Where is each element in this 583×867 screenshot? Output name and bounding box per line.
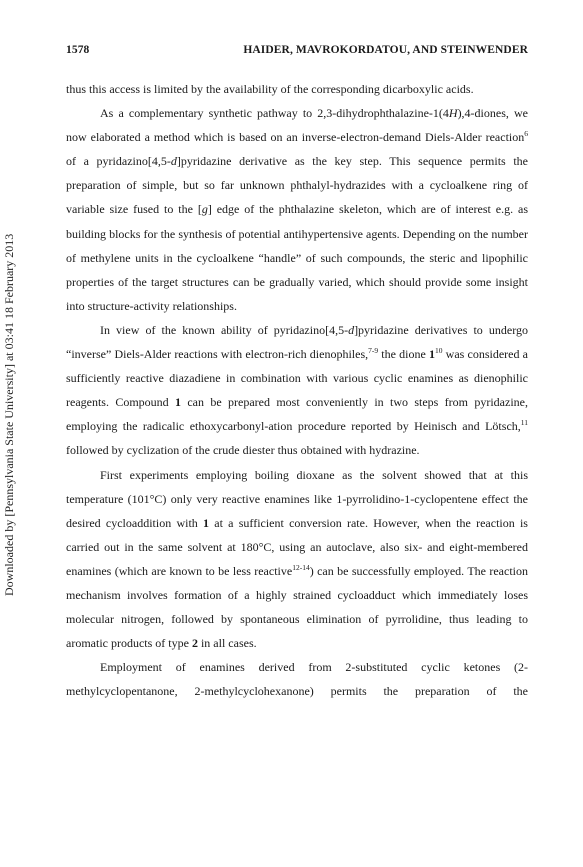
text-run: As a complementary synthetic pathway to 2,3-dihydrophthalazine-1(4 xyxy=(100,106,449,121)
text-run: ]pyridazine derivative as the key step. This sequence permits the preparation of simple, but so far unknown phthalyl-hydrazides with a cycloalkene ring of variable size fused to the [ xyxy=(66,154,528,217)
page-number: 1578 xyxy=(66,44,90,56)
reference-superscript: 11 xyxy=(520,418,528,428)
text-run: in all cases. xyxy=(197,636,257,651)
reference-superscript: 7-9 xyxy=(368,346,379,356)
italic-text: g xyxy=(201,202,208,217)
text-run: at a sufficient conversion rate. However, when the reaction is carried out in the same solvent at 180°C, using an autoclave, also six- and eight-membered enamines (which are known to be less reactive xyxy=(66,515,528,578)
text-run: can be prepared most conveniently in two steps from pyridazine, employing the radicalic ethoxycarbonyl-ation procedure reported by Heinisch and Lötsch, xyxy=(66,395,528,434)
text-run: ]pyridazine derivatives to undergo “inverse” Diels-Alder reactions with electron-rich dienophiles, xyxy=(66,322,528,362)
italic-text: d xyxy=(170,154,177,169)
text-run: the dione xyxy=(378,347,429,362)
paragraph xyxy=(66,463,528,656)
compound-number: 1 xyxy=(175,395,181,410)
reference-superscript: 12-14 xyxy=(292,562,310,572)
compound-number: 1 xyxy=(429,347,435,362)
reference-superscript: 6 xyxy=(524,129,528,139)
paragraph xyxy=(66,101,528,318)
italic-text: d xyxy=(348,322,355,337)
running-title: HAIDER, MAVROKORDATOU, AND STEINWENDER xyxy=(243,44,528,56)
compound-number: 1 xyxy=(203,515,210,530)
text-run: First experiments employing boiling dioxane as the solvent showed that at this temperature (101°C) only very reactive enamines like 1-pyrrolidino-1-cyclopentene effect the desired cycloaddition with xyxy=(66,467,528,530)
compound-number: 2 xyxy=(191,636,198,651)
text-run: ),4-diones, we now elaborated a method which is based on an inverse-electron-demand Diels-Alder reaction xyxy=(66,106,528,145)
text-run: ] edge of the phthalazine skeleton, which are of interest e.g. as building blocks for the synthesis of potential antihypertensive agents. Depending on the number of methylene units in the cycloalkene “handle” of such compounds, the steric and lipophilic properties of the target structures can be gradually varied, which should provide some insight into structure-activity relationships. xyxy=(66,202,528,313)
paragraph xyxy=(66,77,528,101)
text-run: In view of the known ability of pyridazino[4,5- xyxy=(100,322,349,337)
text-run: thus this access is limited by the availability of the corresponding dicarboxylic acids. xyxy=(66,82,474,96)
paragraph xyxy=(66,655,528,703)
text-run: Employment of enamines derived from 2-substituted cyclic ketones (2-methylcyclopentanone, 2-methylcyclohexanone) permits the preparation of the xyxy=(66,660,528,699)
reference-superscript: 10 xyxy=(435,346,443,356)
download-notice: Downloaded by [Pennsylvania State University] at 03:41 18 February 2013 xyxy=(2,233,16,597)
text-run: ) can be successfully employed. The reaction mechanism involves formation of a highly strained cycloadduct which immediately loses molecular nitrogen, followed by spontaneous elimination of pyrrolidine, thus leading to aromatic products of type xyxy=(66,563,528,651)
article-body xyxy=(66,77,528,703)
text-run: followed by cyclization of the crude diester thus obtained with hydrazine. xyxy=(66,443,420,458)
text-run: of a pyridazino[4,5- xyxy=(66,154,171,169)
italic-text: H xyxy=(448,106,458,121)
text-run: was considered a sufficiently reactive diazadiene in combination with various cyclic enamines as dienophilic reagents. Compound xyxy=(66,347,529,410)
paragraph xyxy=(66,318,528,463)
